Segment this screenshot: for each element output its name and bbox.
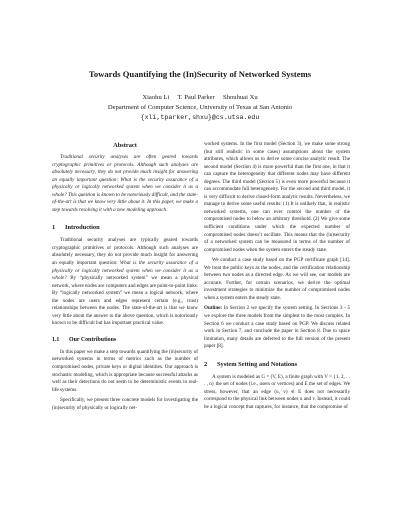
section-heading-system-setting: [204, 360, 350, 369]
contributions-paragraph-2: Specifically, we present three concrete models for investigating the (in)security of physically or logically net-: [52, 397, 198, 411]
outline-text: In Section 2 we specify the system setting. In Sections 3 - 5 we explore the three models from the simplest to the most complex. In Section 6 we conduct a case study based on PGP. We discuss related work in Section 7, and conclude the paper in Section 8. Due to space limitation, many details are deferred to the full version of the present paper [8].: [204, 305, 350, 350]
outline-label: Outline:: [204, 305, 223, 312]
intro-question: What is the security assurance of a physically or logically networked system when we consider it as a whole?: [52, 260, 198, 282]
section-number: 1: [52, 224, 56, 232]
section-number: 2: [204, 360, 208, 368]
left-column: [52, 141, 198, 415]
outline-paragraph: [204, 305, 350, 350]
subsection-heading-contributions: [52, 336, 198, 345]
subsection-number: 1.1: [52, 336, 60, 343]
abstract-heading: Abstract: [113, 142, 137, 149]
models-paragraph: worked systems. In the first model (Section 3), we make some strong (but still realistic in some cases) assumptions about the system attributes, which allows us to derive some concise analytic result. The second model (Section 4) is more powerful than the first one, in that it can capture the heterogeneity that different nodes may have different degrees. The third model (Section 5) is even more powerful because it can accommodate full heterogeneity. For the second and third model, it is very difficult to derive closed-form analytic results. Nevertheless, we manage to derive some useful results: (1) It is unlikely that, in realistic networked systems, one can ever control the number of the compromised nodes to below an arbitrary threshold. (2) We give some sufficient conditions under which the expected number of compromised nodes doesn’t oscillate. This means that the (in)security of a networked system can be measured in terms of the number of compromised nodes when the system enters the steady state.: [204, 141, 350, 253]
intro-paragraph: [52, 237, 198, 328]
section-title: System Setting and Notations: [217, 360, 298, 368]
paper-title: Towards Quantifying the (In)Security of Networked Systems: [88, 69, 312, 79]
intro-text-a: Traditional security analyses are typically geared towards cryptographic primitives or protocols. Although such analyses are absolutely necessary, they do not provide much insight for answering an equally important question:: [52, 237, 198, 267]
affiliation: Department of Computer Science, University of Texas at San Antonio: [107, 104, 293, 111]
system-model-paragraph: A system is modeled as G = (V, E), a finite graph with V = {1, 2, . . . , n} the set of nodes (i.e., users or vertices) and E the set of edges. We stress, however, that an edge (u, v) ∈ E does not necessarily correspond to the physical link between nodes u and v. Instead, it could be a logical concept that captures, for instance, that the compromise of: [204, 373, 350, 410]
author-list: Xiaohu Li T. Paul Parker Shouhuai Xu: [142, 94, 258, 101]
intro-text-b: By “physically networked system” we mean a physical network, where nodes are computers and edges are point-to-point links. By “logically networked system” we mean a logical network, where the nodes are users and edges represent certain (e.g., trust) relationships between the nodes. The state-of-the-art is that we know very little about the answer to the above question, which is notoriously known to be difficult but has important practical value.: [52, 275, 198, 327]
section-title: Introduction: [65, 224, 100, 232]
contributions-paragraph-1: In this paper we make a step towards quantifying the (in)security of networked systems in terms of metrics such as the number of compromised nodes, private keys or digital identities. Our approach is stochastic modeling, which is appropriate because successful attacks as well as their detections do not seem to be deterministic events in real-life systems.: [52, 348, 198, 393]
abstract-text: Traditional security analyses are often geared towards cryptographic primitives or protocols. Although such analyses are absolutely necessary, they do not provide much insight for answering an equally important question: What is the security assurance of a physically or logically networked system when we consider it as a whole? This question is known to be notoriously difficult, and the state-of-the-art is that we know very little about it. In this paper, we make a step towards resolving it with a new modeling approach.: [52, 154, 198, 213]
right-column: [204, 141, 350, 415]
author-emails: {xli,tparker,shxu}@cs.utsa.edu: [140, 114, 260, 121]
case-study-paragraph: We conduct a case study based on the PGP certificate graph [14]. We treat the public keys as the nodes, and the certification relationship between two nodes as a directed edge. As we will see, our models are accurate. Further, for certain scenarios, we derive the optimal investment strategies to minimize the number of compromised nodes when a system enters the steady state.: [204, 257, 350, 301]
section-heading-introduction: [52, 223, 198, 232]
subsection-title: Our Contributions: [69, 336, 117, 343]
